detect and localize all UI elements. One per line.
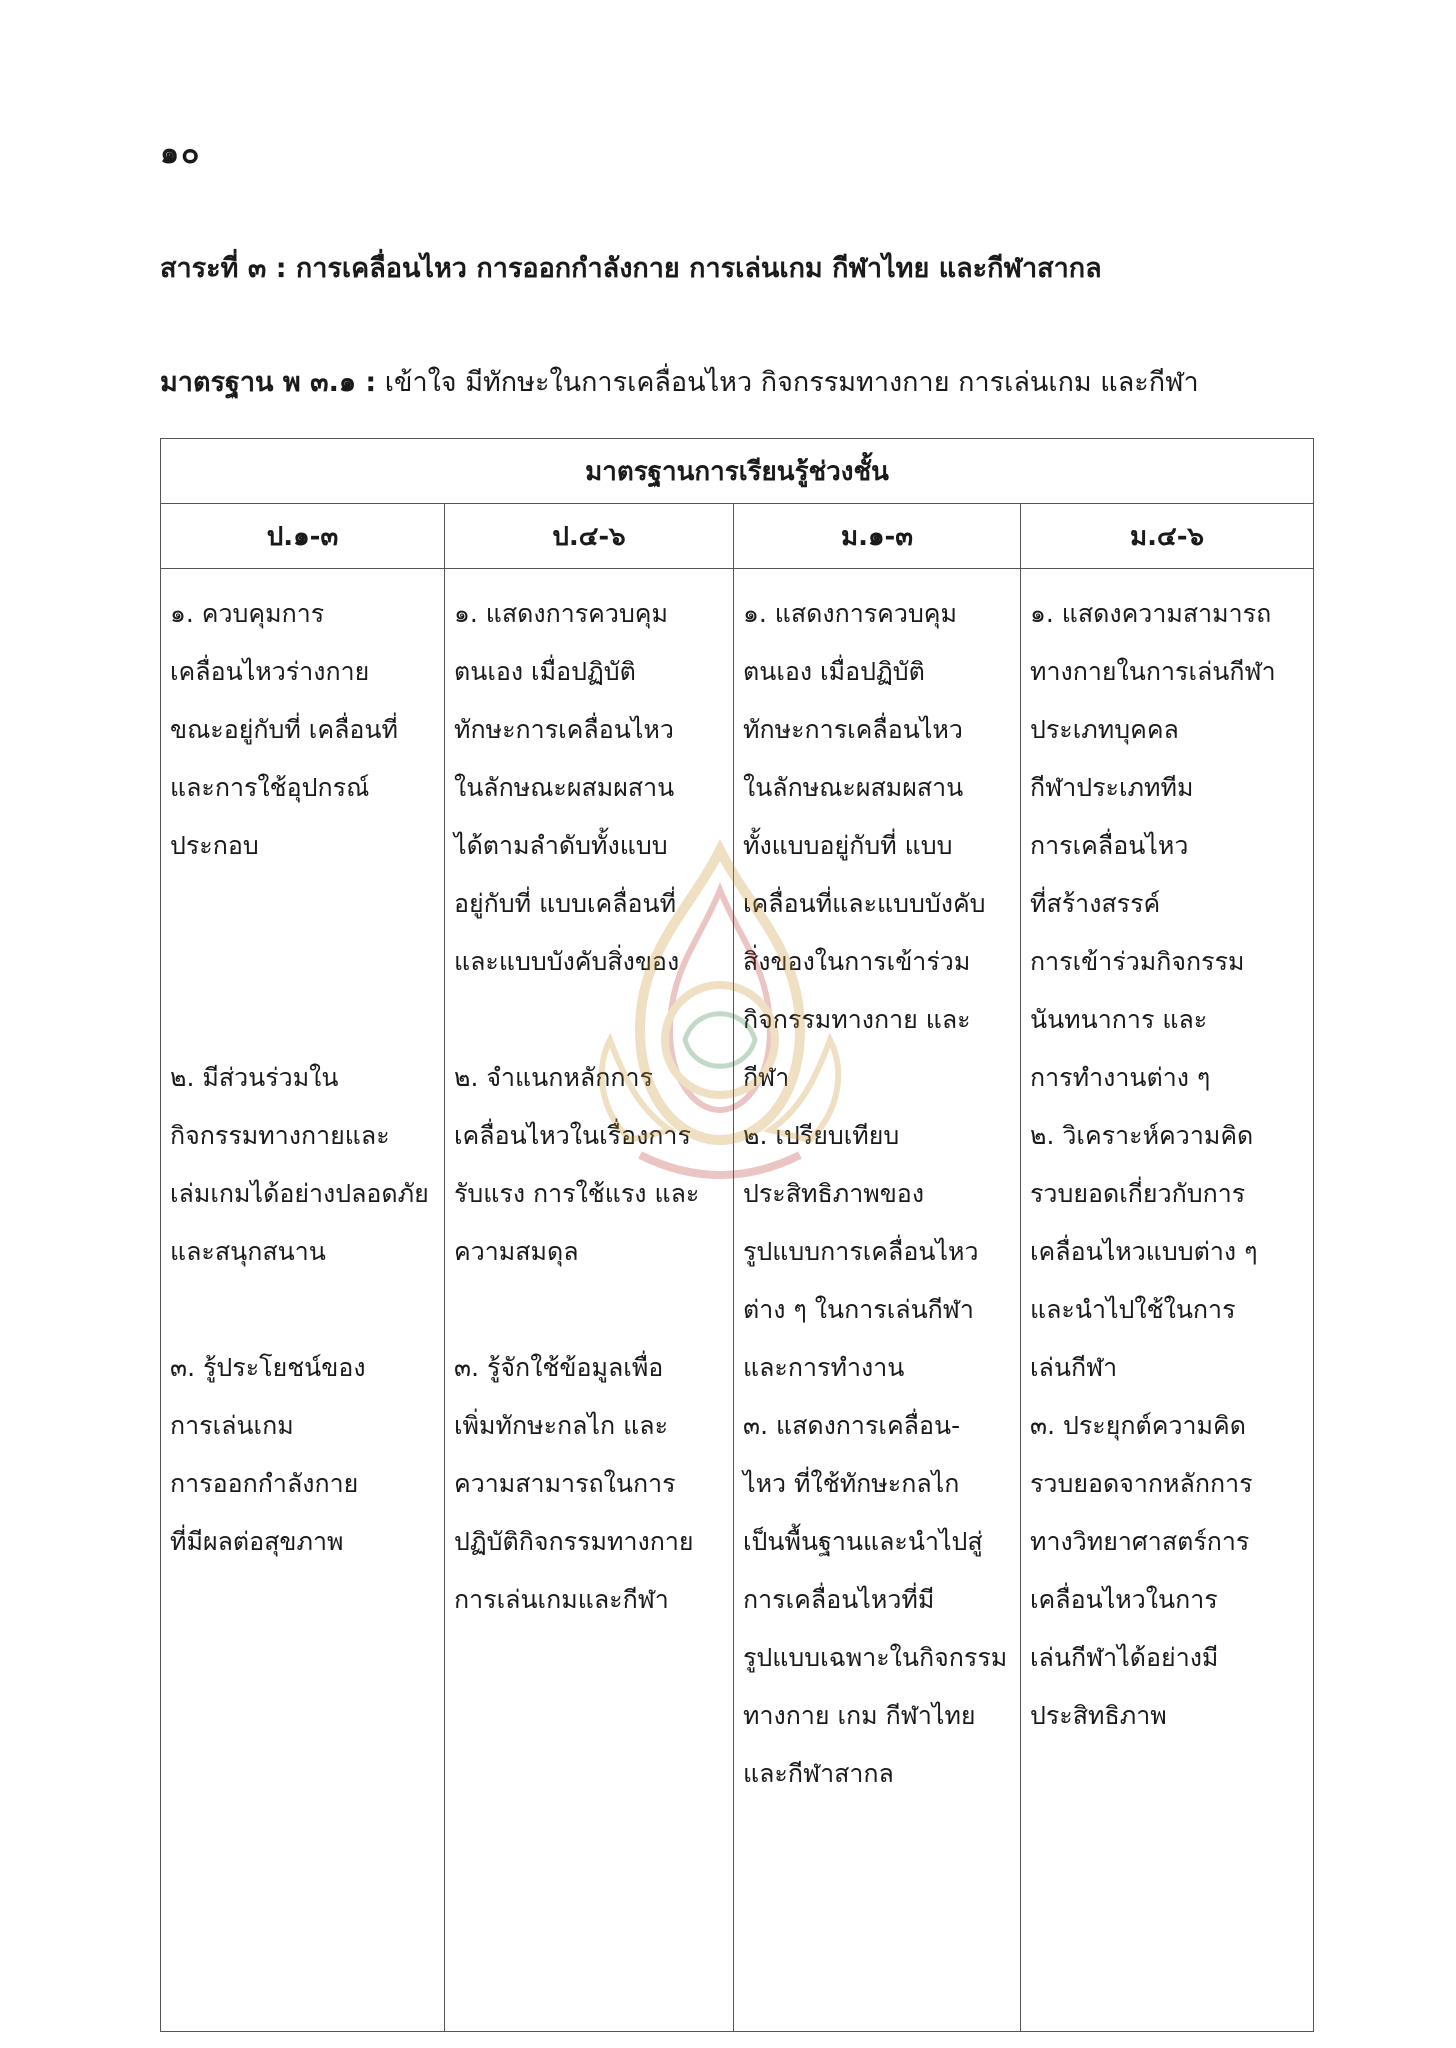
standard-item: ๓. รู้จักใช้ข้อมูลเพื่อ เพิ่มทักษะกลไก และ ความสามารถในการ ปฏิบัติกิจกรรมทางกาย การเล่นเกมและกีฬา (454, 1353, 694, 1614)
standard-label: มาตรฐาน พ ๓.๑ : (160, 367, 377, 398)
grade-cell-m1-3 (734, 569, 1021, 2032)
column-header: ป.๔-๖ (445, 504, 734, 569)
strand-title: สาระที่ ๓ : การเคลื่อนไหว การออกกำลังกาย การเล่นเกม กีฬาไทย และกีฬาสากล (160, 253, 1102, 284)
standard-item: ๑. แสดงการควบคุม ตนเอง เมื่อปฏิบัติ ทักษะการเคลื่อนไหว ในลักษณะผสมผสาน ได้ตามลำดับทั้งแบบ อยู่กับที่ แบบเคลื่อนที่ และแบบบังคับสิ่งของ (454, 599, 680, 976)
column-header: ป.๑-๓ (161, 504, 445, 569)
table-header-title: มาตรฐานการเรียนรู้ช่วงชั้น (161, 439, 1314, 504)
standard-item: ๓. แสดงการเคลื่อน- ไหว ที่ใช้ทักษะกลไก เป็นพื้นฐานและนำไปสู่ การเคลื่อนไหวที่มี รูปแบบเฉพาะในกิจกรรม ทางกาย เกม กีฬาไทย และกีฬาสากล (743, 1411, 1008, 1788)
standard-item: ๓. ประยุกต์ความคิด รวบยอดจากหลักการ ทางวิทยาศาสตร์การ เคลื่อนไหวในการ เล่นกีฬาได้อย่างมี ประสิทธิภาพ (1030, 1411, 1253, 1730)
grade-cell-p4-6 (445, 569, 734, 2032)
column-header: ม.๔-๖ (1021, 504, 1314, 569)
column-header: ม.๑-๓ (734, 504, 1021, 569)
learning-standards-table (160, 438, 1314, 2032)
standard-item: ๑. แสดงความสามารถ ทางกายในการเล่นกีฬา ประเภทบุคคล กีฬาประเภททีม การเคลื่อนไหว ที่สร้างสรรค์ การเข้าร่วมกิจกรรม นันทนาการ และ การทำงานต่าง ๆ (1030, 599, 1276, 1092)
standard-item: ๑. ควบคุมการ เคลื่อนไหวร่างกาย ขณะอยู่กับที่ เคลื่อนที่ และการใช้อุปกรณ์ ประกอบ (170, 599, 398, 860)
standard-item: ๒. วิเคราะห์ความคิด รวบยอดเกี่ยวกับการ เคลื่อนไหวแบบต่าง ๆ และนำไปใช้ในการ เล่นกีฬา (1030, 1121, 1258, 1382)
standard-item: ๓. รู้ประโยชน์ของ การเล่นเกม การออกกำลังกาย ที่มีผลต่อสุขภาพ (170, 1353, 366, 1556)
standard-item: ๒. มีส่วนร่วมใน กิจกรรมทางกายและ เล่มเกมได้อย่างปลอดภัย และสนุกสนาน (170, 1063, 429, 1266)
page-number: ๑๐ (160, 136, 202, 171)
standard-text: เข้าใจ มีทักษะในการเคลื่อนไหว กิจกรรมทางกาย การเล่นเกม และกีฬา (384, 367, 1199, 398)
standard-line (160, 360, 1320, 403)
standard-item: ๒. จำแนกหลักการ เคลื่อนไหวในเรื่องการ รับแรง การใช้แรง และ ความสมดุล (454, 1063, 700, 1266)
standard-item: ๒. เปรียบเทียบ ประสิทธิภาพของ รูปแบบการเคลื่อนไหว ต่าง ๆ ในการเล่นกีฬา และการทำงาน (743, 1121, 979, 1382)
grade-cell-p1-3 (161, 569, 445, 2032)
grade-cell-m4-6 (1021, 569, 1314, 2032)
standard-item: ๑. แสดงการควบคุม ตนเอง เมื่อปฏิบัติ ทักษะการเคลื่อนไหว ในลักษณะผสมผสาน ทั้งแบบอยู่กับที่ แบบ เคลื่อนที่และแบบบังคับ สิ่งของในการเข้าร่วม กิจกรรมทางกาย และ กีฬา (743, 599, 986, 1092)
